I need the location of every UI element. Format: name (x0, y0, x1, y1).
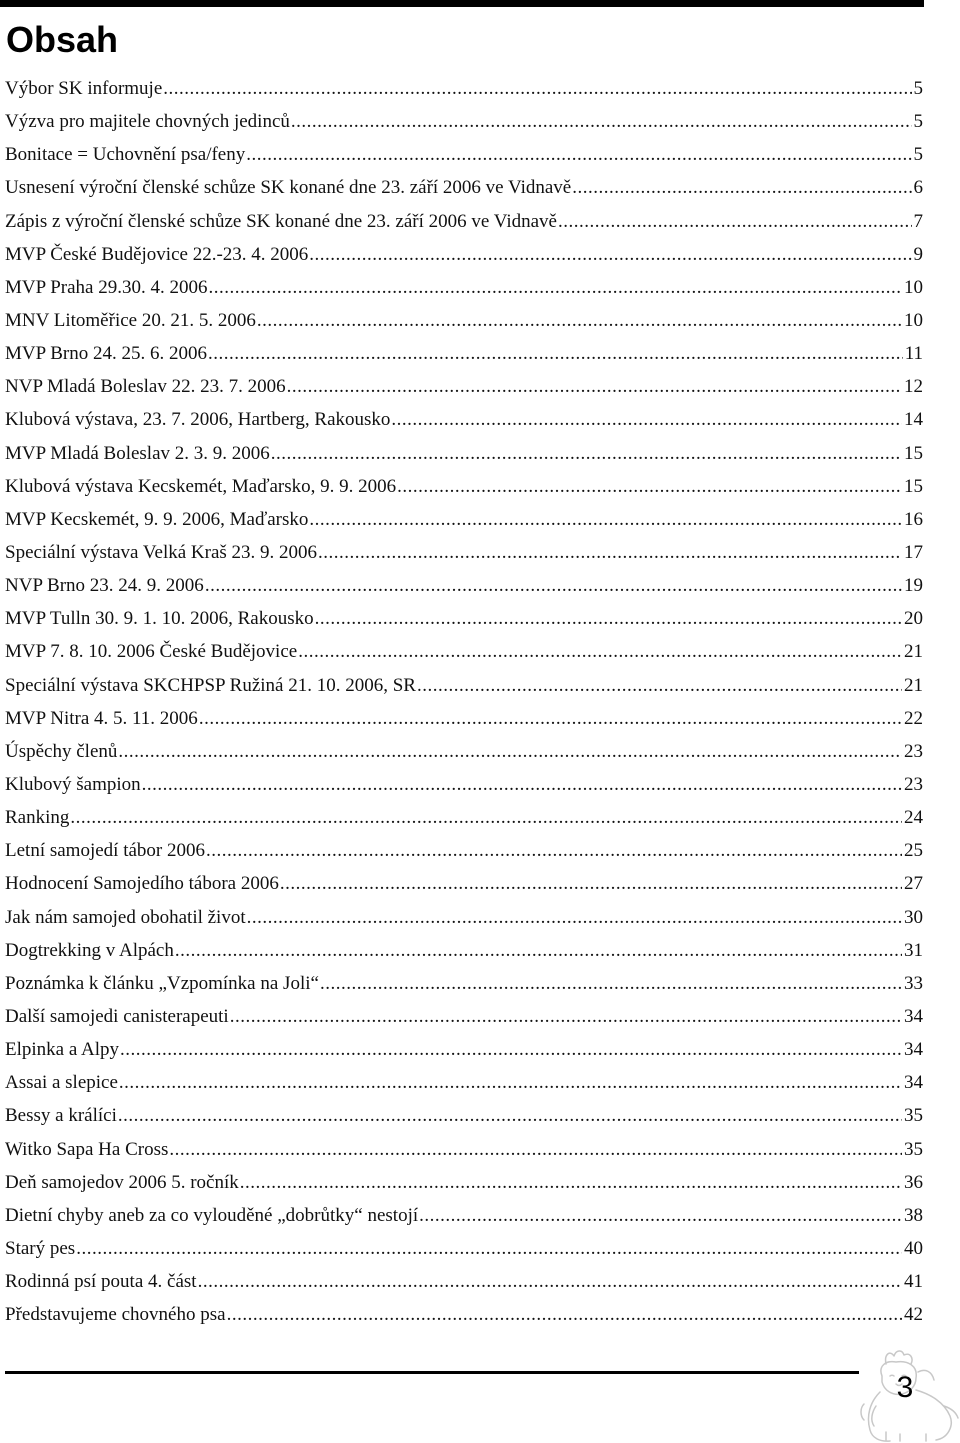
toc-entry-title: Klubová výstava, 23. 7. 2006, Hartberg, Rakousko (5, 409, 391, 431)
toc-entry-title: Deň samojedov 2006 5. ročník (5, 1171, 239, 1193)
toc-entry-title: Elpinka a Alpy (5, 1039, 119, 1061)
toc-entry (5, 138, 923, 171)
toc-entry-title: NVP Brno 23. 24. 9. 2006 (5, 575, 204, 597)
toc-entry-title: Rodinná psí pouta 4. část (5, 1271, 197, 1293)
toc-entry (5, 1099, 923, 1132)
toc-entry (5, 1000, 923, 1033)
toc-entry-page: 14 (904, 409, 923, 431)
toc-dot-leader (120, 1033, 902, 1066)
toc-entry (5, 602, 923, 635)
toc-entry (5, 304, 923, 337)
toc-dot-leader (199, 702, 902, 735)
toc-entry (5, 1066, 923, 1099)
toc-entry (5, 1166, 923, 1199)
toc-entry-title: MVP České Budějovice 22.-23. 4. 2006 (5, 243, 309, 265)
toc-entry-title: Letní samojedí tábor 2006 (5, 840, 205, 862)
toc-dot-leader (271, 437, 902, 470)
toc-dot-leader (205, 569, 902, 602)
toc-entry-page: 23 (904, 773, 923, 795)
toc-entry-page: 31 (904, 939, 923, 961)
toc-entry-page: 25 (904, 840, 923, 862)
toc-dot-leader (246, 138, 911, 171)
toc-dot-leader (291, 105, 912, 138)
toc-entry-page: 9 (913, 243, 923, 265)
toc-dot-leader (315, 602, 902, 635)
toc-dot-leader (247, 901, 902, 934)
toc-entry-page: 30 (904, 906, 923, 928)
toc-entry-title: Klubová výstava Kecskemét, Maďarsko, 9. 9. 2006 (5, 475, 397, 497)
toc-entry (5, 403, 923, 436)
toc-entry-page: 12 (904, 376, 923, 398)
toc-entry-title: Bonitace = Uchovnění psa/feny (5, 144, 246, 166)
toc-entry (5, 470, 923, 503)
toc-dot-leader (169, 1133, 902, 1166)
toc-entry (5, 238, 923, 271)
toc-entry-page: 41 (904, 1271, 923, 1293)
table-of-contents (5, 72, 923, 1331)
toc-entry-title: Dogtrekking v Alpách (5, 939, 174, 961)
toc-entry-title: MNV Litoměřice 20. 21. 5. 2006 (5, 309, 256, 331)
toc-dot-leader (280, 867, 902, 900)
toc-dot-leader (206, 834, 902, 867)
toc-entry-page: 36 (904, 1171, 923, 1193)
toc-dot-leader (572, 171, 911, 204)
toc-entry-title: NVP Mladá Boleslav 22. 23. 7. 2006 (5, 376, 286, 398)
toc-entry (5, 768, 923, 801)
toc-entry (5, 669, 923, 702)
toc-entry-page: 11 (904, 343, 923, 365)
toc-dot-leader (320, 967, 902, 1000)
toc-entry (5, 337, 923, 370)
toc-entry-page: 22 (904, 707, 923, 729)
toc-entry (5, 171, 923, 204)
toc-entry-title: MVP Mladá Boleslav 2. 3. 9. 2006 (5, 442, 270, 464)
bottom-rule (5, 1371, 859, 1374)
toc-entry-page: 5 (913, 111, 923, 133)
toc-dot-leader (118, 735, 902, 768)
toc-dot-leader (70, 801, 902, 834)
toc-entry (5, 1199, 923, 1232)
toc-entry-page: 34 (904, 1039, 923, 1061)
toc-entry-page: 20 (904, 608, 923, 630)
toc-entry (5, 370, 923, 403)
toc-dot-leader (558, 205, 912, 238)
toc-entry (5, 503, 923, 536)
top-rule (0, 0, 924, 7)
toc-entry-page: 5 (913, 78, 923, 99)
toc-entry (5, 901, 923, 934)
toc-dot-leader (417, 669, 902, 702)
toc-dot-leader (118, 1099, 902, 1132)
toc-entry-page: 24 (904, 807, 923, 829)
toc-entry (5, 569, 923, 602)
toc-entry-page: 33 (904, 972, 923, 994)
toc-entry-page: 42 (904, 1304, 923, 1326)
toc-dot-leader (142, 768, 902, 801)
toc-entry-page: 5 (913, 144, 923, 166)
toc-entry-page: 7 (913, 210, 923, 232)
toc-entry-title: Úspěchy členů (5, 740, 118, 762)
toc-entry-page: 27 (904, 873, 923, 895)
toc-entry-title: Usnesení výroční členské schůze SK konané dne 23. září 2006 ve Vidnavě (5, 177, 572, 199)
toc-entry-title: Witko Sapa Ha Cross (5, 1138, 169, 1160)
toc-entry-title: MVP Brno 24. 25. 6. 2006 (5, 343, 207, 365)
toc-entry-title: Starý pes (5, 1237, 76, 1259)
toc-entry-title: Poznámka k článku „Vzpomínka na Joli“ (5, 972, 319, 994)
toc-entry-title: Dietní chyby aneb za co vylouděné „dobrůtky“ nestojí (5, 1204, 419, 1226)
toc-entry-title: MVP 7. 8. 10. 2006 České Budějovice (5, 641, 298, 663)
toc-entry-page: 10 (904, 276, 923, 298)
toc-entry (5, 437, 923, 470)
toc-entry (5, 735, 923, 768)
toc-dot-leader (309, 238, 911, 271)
toc-dot-leader (391, 403, 902, 436)
toc-dot-leader (198, 1265, 902, 1298)
toc-entry-page: 10 (904, 309, 923, 331)
toc-dot-leader (163, 72, 911, 105)
toc-entry-page: 34 (904, 1005, 923, 1027)
toc-entry-page: 19 (904, 575, 923, 597)
toc-entry (5, 1232, 923, 1265)
toc-entry (5, 72, 923, 105)
toc-entry-title: Klubový šampion (5, 773, 141, 795)
toc-dot-leader (287, 370, 902, 403)
toc-entry (5, 934, 923, 967)
toc-entry-page: 35 (904, 1138, 923, 1160)
toc-entry-title: MVP Nitra 4. 5. 11. 2006 (5, 707, 198, 729)
toc-entry-page: 6 (913, 177, 923, 199)
toc-entry-title: Speciální výstava Velká Kraš 23. 9. 2006 (5, 541, 318, 563)
toc-dot-leader (318, 536, 902, 569)
toc-entry (5, 1265, 923, 1298)
toc-dot-leader (76, 1232, 902, 1265)
toc-entry (5, 967, 923, 1000)
toc-entry-title: Zápis z výroční členské schůze SK konané dne 23. září 2006 ve Vidnavě (5, 210, 557, 232)
toc-entry-page: 34 (904, 1072, 923, 1094)
toc-entry (5, 105, 923, 138)
toc-entry-title: Výzva pro majitele chovných jedinců (5, 111, 290, 133)
toc-entry-page: 17 (904, 541, 923, 563)
toc-entry-title: MVP Kecskemét, 9. 9. 2006, Maďarsko (5, 508, 309, 530)
toc-entry-page: 23 (904, 740, 923, 762)
toc-entry (5, 1298, 923, 1331)
toc-entry-title: Ranking (5, 807, 70, 829)
toc-entry-title: Představujeme chovného psa (5, 1304, 226, 1326)
toc-entry-title: Jak nám samojed obohatil život (5, 906, 246, 928)
toc-entry-title: Speciální výstava SKCHPSP Ružiná 21. 10. 2006, SR (5, 674, 416, 696)
toc-entry-title: MVP Praha 29.30. 4. 2006 (5, 276, 208, 298)
toc-entry-title: Bessy a králíci (5, 1105, 117, 1127)
toc-entry (5, 205, 923, 238)
toc-entry-page: 21 (904, 641, 923, 663)
toc-entry-page: 15 (904, 442, 923, 464)
toc-entry (5, 1133, 923, 1166)
toc-dot-leader (240, 1166, 902, 1199)
toc-dot-leader (257, 304, 902, 337)
toc-entry-page: 38 (904, 1204, 923, 1226)
toc-dot-leader (175, 934, 902, 967)
toc-entry-page: 21 (904, 674, 923, 696)
toc-entry (5, 702, 923, 735)
toc-dot-leader (208, 337, 903, 370)
toc-entry-page: 16 (904, 508, 923, 530)
toc-entry (5, 867, 923, 900)
toc-entry (5, 635, 923, 668)
toc-entry-title: Další samojedi canisterapeuti (5, 1005, 229, 1027)
toc-entry-page: 35 (904, 1105, 923, 1127)
toc-entry-page: 15 (904, 475, 923, 497)
toc-dot-leader (119, 1066, 902, 1099)
toc-entry (5, 271, 923, 304)
toc-entry (5, 801, 923, 834)
toc-entry (5, 1033, 923, 1066)
toc-entry-title: Assai a slepice (5, 1072, 118, 1094)
page-heading: Obsah (6, 19, 119, 60)
toc-dot-leader (298, 635, 902, 668)
toc-entry (5, 536, 923, 569)
toc-entry-title: MVP Tulln 30. 9. 1. 10. 2006, Rakousko (5, 608, 314, 630)
toc-entry-page: 40 (904, 1237, 923, 1259)
toc-entry-title: Hodnocení Samojedího tábora 2006 (5, 873, 279, 895)
toc-dot-leader (209, 271, 903, 304)
page-number: 3 (896, 1371, 914, 1404)
toc-dot-leader (419, 1199, 902, 1232)
toc-dot-leader (309, 503, 902, 536)
toc-entry (5, 834, 923, 867)
toc-entry-title: Výbor SK informuje (5, 78, 163, 99)
toc-dot-leader (227, 1298, 902, 1331)
toc-dot-leader (397, 470, 902, 503)
toc-dot-leader (230, 1000, 902, 1033)
